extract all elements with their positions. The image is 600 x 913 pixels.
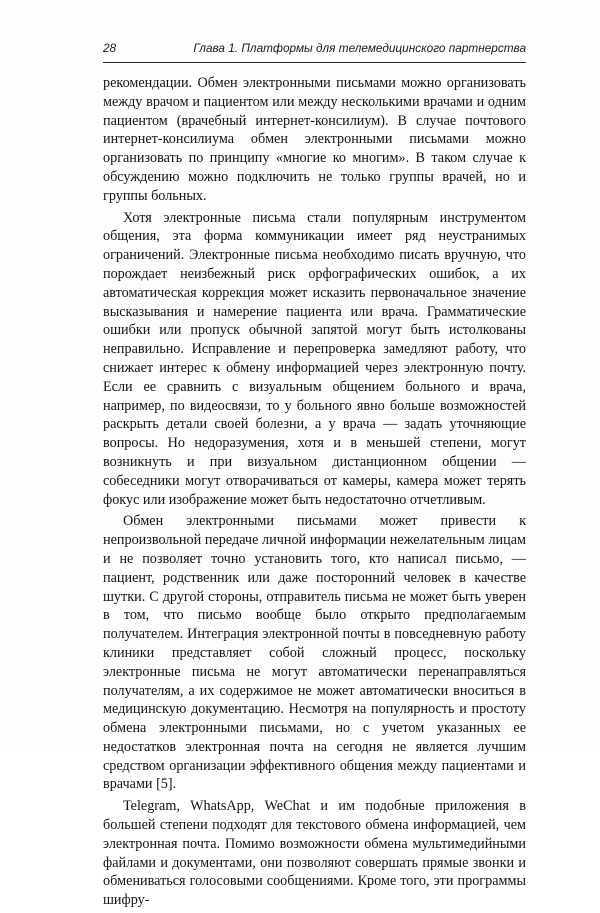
paragraph-2: Хотя электронные письма стали популярным инструментом общения, эта форма коммуникации имеет ряд неустранимых ограничений. Электронные письма необходимо писать вручную, что порождает неизбежный риск орфографических ошибок, а их автоматическая коррекция может исказить первоначальное значение высказывания и намерение пациента или врача. Грамматические ошибки или пропуск обычной запятой могут быть истолкованы неправильно. Исправление и перепроверка замедляют работу, что снижает интерес к обмену информацией через электронную почту. Если ее сравнить с визуальным общением больного и врача, например, по видеосвязи, то у больного явно больше возможностей раскрыть детали своей болезни, а у врача — задать уточняющие вопросы. Но недоразумения, хотя и в меньшей степени, могут возникнуть и при визуальном дистанционном общении — собеседники могут отворачиваться от камеры, камера может терять фокус или изображение может быть недостаточно отчетливым. [103,209,526,508]
body-text [103,74,526,913]
page-number: 28 [103,41,117,55]
header-divider [103,62,526,63]
paragraph-1: рекомендации. Обмен электронными письмами можно организовать между врачом и пациентом или между несколькими врачами и одним пациентом (врачебный интернет-консилиум). В случае почтового интернет-консилиума обмен электронными письмами можно организовать по принципу «многие ко многим». В таком случае к обсуждению можно подключить не только группы врачей, но и группы больных. [103,75,526,204]
running-header [103,41,526,59]
chapter-title: Глава 1. Платформы для телемедицинского партнерства [193,41,526,55]
paragraph-4: Telegram, WhatsApp, WeChat и им подобные приложения в большей степени подходят для текстового обмена информацией, чем электронная почта. Помимо возможности обмена мультимедийными файлами и документами, они позволяют совершать прямые звонки и обмениваться голосовыми сообщениями. Кроме того, эти программы шифру- [103,798,526,909]
paragraph-3: Обмен электронными письмами может привести к непроизвольной передаче личной информации нежелательным лицам и не позволяет точно установить того, кто написал письмо, — пациент, родственник или даже посторонний человек в качестве шутки. С другой стороны, отправитель письма не может быть уверен в том, что письмо вообще было открыто предполагаемым получателем. Интеграция электронной почты в повседневную работу клиники представляет собой сложный процесс, поскольку электронные письма не могут автоматически перенаправляться получателям, а их содержимое не может автоматически вноситься в медицинскую документацию. Несмотря на популярность и простоту обмена электронными письмами, но с учетом указанных ее недостатков электронная почта на сегодня не является лучшим средством организации эффективного общения между пациентами и врачами [5]. [103,513,526,793]
